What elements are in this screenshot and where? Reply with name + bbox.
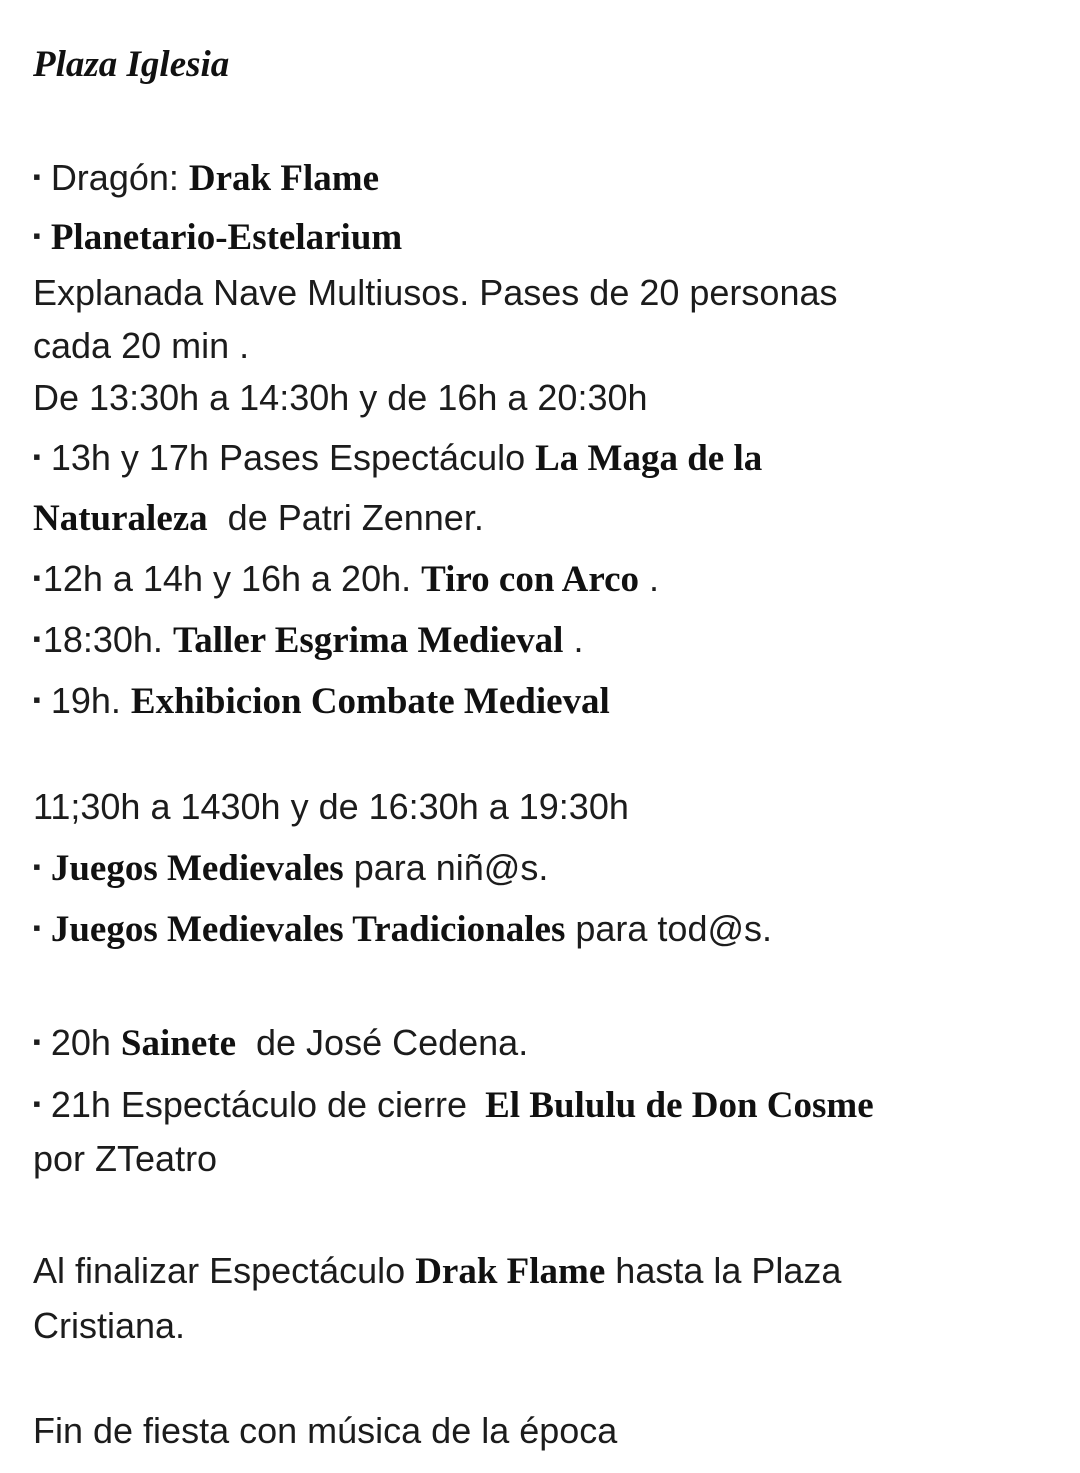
cierre-title: El Bululu de Don Cosme bbox=[485, 1085, 874, 1126]
closing-line: Fin de fiesta con música de la época bbox=[33, 1410, 618, 1451]
arco-title: Tiro con Arco bbox=[421, 559, 640, 600]
list-item-planetario bbox=[33, 216, 402, 263]
maga-title-cont: Naturaleza bbox=[33, 498, 208, 539]
planetario-hours: De 13:30h a 14:30h y de 16h a 20:30h bbox=[33, 377, 648, 418]
list-item-juegos-ninos: ▪ Juegos Medievales para niñ@s. bbox=[33, 847, 549, 889]
planetario-desc-line1: Explanada Nave Multiusos. Pases de 20 personas bbox=[33, 272, 838, 313]
list-item-arco: ▪12h a 14h y 16h a 20h. Tiro con Arco . bbox=[33, 558, 660, 600]
bullet-icon: ▪ bbox=[33, 1091, 41, 1116]
bullet-icon: ▪ bbox=[33, 687, 41, 712]
juegos-hours: 11;30h a 1430h y de 16:30h a 19:30h bbox=[33, 786, 629, 827]
dragon-name: Drak Flame bbox=[188, 158, 379, 199]
bullet-icon: ▪ bbox=[33, 915, 41, 940]
list-item-sainete: ▪ 20h Sainete de José Cedena. bbox=[33, 1022, 529, 1064]
final-line1: Al finalizar Espectáculo Drak Flame hasta la Plaza bbox=[33, 1250, 842, 1292]
planetario-desc-line2: cada 20 min . bbox=[33, 325, 250, 366]
juegos-ninos-title: Juegos Medievales bbox=[50, 848, 344, 889]
bullet-icon: ▪ bbox=[33, 854, 41, 879]
planetario-name: Planetario-Estelarium bbox=[50, 217, 403, 258]
list-item-cierre: ▪ 21h Espectáculo de cierre El Bululu de Don Cosme bbox=[33, 1084, 874, 1126]
esgrima-title: Taller Esgrima Medieval bbox=[172, 620, 564, 661]
list-item-juegos-todos: ▪ Juegos Medievales Tradicionales para tod@s. bbox=[33, 908, 773, 950]
list-item-combate: ▪ 19h. Exhibicion Combate Medieval bbox=[33, 680, 610, 722]
section-heading: Plaza Iglesia bbox=[33, 44, 230, 85]
sainete-title: Sainete bbox=[120, 1023, 236, 1064]
list-item-dragon: ▪ Dragón: Drak Flame bbox=[33, 157, 379, 199]
list-item-maga: ▪ 13h y 17h Pases Espectáculo La Maga de la bbox=[33, 437, 763, 479]
list-item-esgrima: ▪18:30h. Taller Esgrima Medieval . bbox=[33, 619, 584, 661]
combate-title: Exhibicion Combate Medieval bbox=[130, 681, 610, 722]
final-line2: Cristiana. bbox=[33, 1305, 186, 1346]
bullet-icon: ▪ bbox=[33, 223, 41, 248]
bullet-icon: ▪ bbox=[33, 444, 41, 469]
bullet-icon: ▪ bbox=[33, 1029, 41, 1054]
bullet-icon: ▪ bbox=[33, 626, 41, 651]
cierre-line2: por ZTeatro bbox=[33, 1138, 218, 1179]
bullet-icon: ▪ bbox=[33, 164, 41, 189]
maga-line2: Naturaleza de Patri Zenner. bbox=[33, 497, 484, 539]
maga-title: La Maga de la bbox=[535, 438, 763, 479]
final-title: Drak Flame bbox=[415, 1251, 606, 1292]
juegos-todos-title: Juegos Medievales Tradicionales bbox=[50, 909, 566, 950]
bullet-icon: ▪ bbox=[33, 565, 41, 590]
